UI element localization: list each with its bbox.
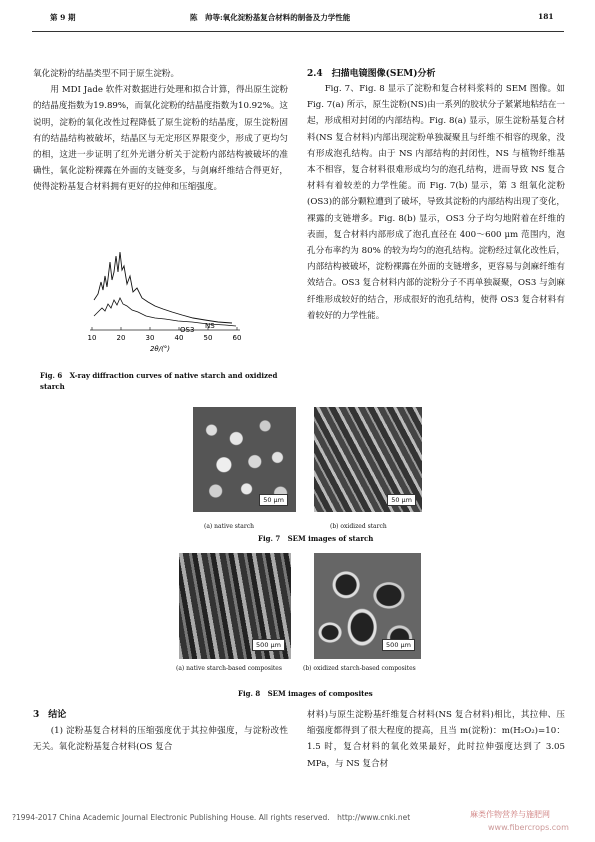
fig7-caption: [258, 533, 373, 544]
scale-bar: 50 μm: [387, 494, 416, 506]
copyright-line: ?1994-2017 China Academic Journal Electronic Publishing House. All rights reserved. http://www.cnki.net: [12, 813, 411, 822]
running-title: 陈 帅等:氧化淀粉基复合材料的制备及力学性能: [190, 13, 351, 22]
conclusion-paragraph-right: 材料)与原生淀粉基纤维复合材料(NS 复合材料)相比，其拉伸、压缩强度都得到了很大程度的提高，且当 m(淀粉)：m(H₂O₂)=10：1.5 时，复合材料的氧化效果最好，此时拉伸强度达到了 3.05 MPa，与 NS 复合材: [307, 710, 565, 769]
ns-curve: [94, 252, 232, 323]
xrd-plot: [60, 232, 260, 362]
scale-bar: 500 μm: [382, 639, 415, 651]
right-paragraph-1: Fig. 7、Fig. 8 显示了淀粉和复合材料浆料的 SEM 图像。如 Fig. 7(a) 所示，原生淀粉(NS)由一系列的胶状分子紧紧地粘结在一起，形成相对封闭的内部结构。Fig. 8(a) 显示，原生淀粉基复合材料(NS 复合材料)内部出现淀粉单独凝聚且与纤维不相容的现象，没有形成泡孔结构。由于 NS 内部结构的封闭性，NS 与植物纤维基本不相容，复合材料很难形成均匀的泡孔结构，进而导致 NS 复合材料有着较差的力学性能。而 Fig. 7(b) 显示，第 3 组氧化淀粉(OS3)的部分颗粒遭到了破坏，导致其淀粉的内部结构出现了变化，裸露的支链增多。Fig. 8(b) 显示，OS3 分子均匀地附着在纤维的表面，复合材料内部形成了泡孔直径在 400～600 μm 范围内，泡孔分布率约为 80% 的较为均匀的泡孔结构。淀粉经过氧化改性后，内部结构被破坏，淀粉裸露在外面的支链增多，更容易与剑麻纤维有效结合。OS3 复合材料内部的淀粉分子不再单独凝聚，OS3 与剑麻纤维形成较好的结合，形成很好的泡孔结构，使得 OS3 复合材料有着较好的力学性能。: [307, 84, 565, 321]
conclusion-left: [33, 707, 288, 755]
left-paragraph-2: 用 MDI Jade 软件对数据进行处理和拟合计算，得出原生淀粉的结晶度指数为19.89%，而氧化淀粉的结晶度指数为10.92%。这说明，淀粉的氧化改性过程降低了原生淀粉的结晶度，原生淀粉固有的结晶结构被破坏，结晶区与无定形区界限变少，形成了更均匀的相，这进一步证明了红外光谱分析关于淀粉内部结构被破坏的准确性，氧化淀粉裸露在外面的支链变多，与剑麻纤维结合得更好，使得淀粉基复合材料拥有更好的拉伸和压缩强度。: [33, 85, 288, 193]
x-tick: 60: [232, 334, 242, 342]
conclusion-title: 3 结论: [33, 710, 67, 720]
fig6-caption-num: Fig. 6: [40, 371, 63, 380]
x-tick: 30: [145, 334, 155, 342]
x-tick: 50: [203, 334, 213, 342]
watermark-url: www.fibercrops.com: [488, 823, 569, 832]
right-column: [307, 66, 565, 324]
fig7-caption-num: Fig. 7: [258, 534, 281, 543]
fig6-caption: [40, 370, 290, 392]
fig8-sub-a: (a) native starch-based composites: [176, 665, 282, 672]
issue-number: 第 9 期: [50, 13, 76, 22]
xrd-figure: [60, 232, 260, 362]
left-paragraph-1: 氧化淀粉的结晶类型不同于原生淀粉。: [33, 69, 180, 79]
fig8-caption: [238, 688, 373, 699]
sem-image-oxidized-starch: [314, 407, 422, 512]
ns-label: NS: [205, 322, 215, 330]
sem-image-native-starch: [193, 407, 296, 512]
page-number: 181: [538, 12, 554, 21]
section-title-sem: 2.4 扫描电镜图像(SEM)分析: [307, 69, 436, 79]
fig6-caption-text: X-ray diffraction curves of native starch and oxidized starch: [40, 371, 278, 391]
fig8-caption-num: Fig. 8: [238, 689, 261, 698]
scale-bar: 50 μm: [259, 494, 288, 506]
x-tick: 40: [174, 334, 184, 342]
x-tick: 20: [116, 334, 126, 342]
sem-image-native-composite: [179, 553, 291, 659]
os3-label: OS3: [180, 326, 195, 334]
header-rule: [32, 31, 564, 32]
sem-image-oxidized-composite: [314, 553, 421, 659]
fig7-sub-a: (a) native starch: [204, 523, 254, 530]
conclusion-paragraph-left: (1) 淀粉基复合材料的压缩强度优于其拉伸强度，与淀粉改性无关。氧化淀粉基复合材料(OS 复合: [33, 726, 288, 753]
fig7-caption-text: SEM images of starch: [287, 534, 374, 543]
left-column: [33, 66, 288, 196]
conclusion-right: [307, 707, 565, 772]
scale-bar: 500 μm: [252, 639, 285, 651]
watermark-text: 麻类作物营养与施肥网: [470, 810, 550, 819]
fig8-sub-b: (b) oxidized starch-based composites: [303, 665, 416, 672]
fig7-sub-b: (b) oxidized starch: [330, 523, 387, 530]
x-axis-label: 2θ/(°): [149, 345, 171, 353]
fig8-caption-text: SEM images of composites: [267, 689, 373, 698]
x-tick: 10: [87, 334, 97, 342]
